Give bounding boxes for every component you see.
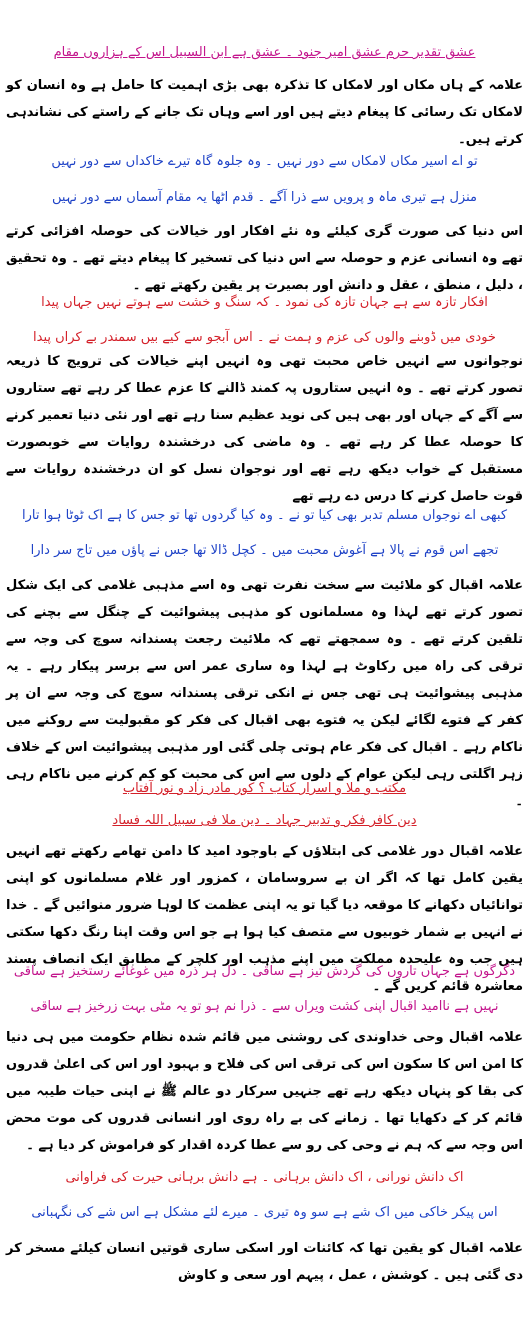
paragraph: اس دنیا کی صورت گری کیلئے وہ نئے افکار اور خیالات کی حوصلہ افزائی کرتے تھے وہ انسانی عزم و حوصلہ سے اس دنیا کی تسخیر کا پیغام دیتے تھے ۔ وہ تحقیق ، دلیل ، منطق ، عقل و دانش اور بصیرت پر یقین رکھتے تھے ۔ xyxy=(6,224,523,293)
verse-couplet: مکتب و ملا و اسرار کتاب ؟ کور مادر زاد و نور آفتاب xyxy=(122,781,407,796)
verse-couplet: نہیں ہے ناامید اقبال اپنی کشت ویراں سے ۔ ذرا نم ہو تو یہ مٹی بہت زرخیز ہے ساقی xyxy=(30,999,499,1014)
verse-couplet: اک دانش نورانی ، اک دانش برہانی ۔ ہے دانش برہانی حیرت کی فراوانی xyxy=(65,1170,464,1185)
verse-couplet: دگرگوں ہے جہاں تاروں کی گردش تیز ہے ساقی ۔ دل ہر ذرہ میں غوغائے رستخیز ہے ساقی xyxy=(13,964,516,979)
verse-couplet: تو اے اسیر مکاں لامکاں سے دور نہیں ۔ وہ جلوہ گاہ تیرے خاکداں سے دور نہیں xyxy=(51,154,478,169)
verse-couplet: تجھے اس قوم نے پالا ہے آغوش محبت میں ۔ کچل ڈالا تھا جس نے پاؤں میں تاج سر دارا xyxy=(30,543,499,558)
verse-couplet: کبھی اے نوجواں مسلم تدبر بھی کیا تو نے ۔ وہ کیا گردوں تھا تو جس کا ہے اک ٹوٹا ہوا تارا xyxy=(21,508,508,523)
paragraph: علامہ اقبال وحی خداوندی کی روشنی میں قائم شدہ نظام حکومت میں ہی دنیا کا امن اس کا سکون اس کی ترقی اس کی فلاح و بہبود اور اس کی اعلیٰ قدروں کی بقا کو پنہاں دیکھ رہے تھے جنہیں سرکار دو عالم ﷺ نے اپنی حیات طیبہ میں قائم کر کے دکھایا تھا ۔ زمانے کی بے راہ روی اور انسانی قدروں کی موت محض اس وجہ سے کہ ہم نے وحی کی رو سے عطا کردہ اقدار کو فراموش کر دیا ہے ۔ xyxy=(6,1030,523,1153)
verse-couplet: خودی میں ڈوبنے والوں کی عزم و ہمت نے ۔ اس آبجو سے کیے بیں سمندر بے کراں پیدا xyxy=(33,330,496,345)
verse-couplet: اس پیکر خاکی میں اک شے ہے سو وہ تیری ۔ میرے لئے مشکل ہے اس شے کی نگہبانی xyxy=(31,1205,498,1220)
verse-couplet: منزل ہے تیری ماہ و پرویں سے ذرا آگے ۔ قدم اٹھا یہ مقام آسماں سے دور نہیں xyxy=(52,190,477,205)
verse-couplet: عشق تقدیر حرم عشق امیر جنود ۔ عشق ہے ابن السبیل اس کے ہزاروں مقام xyxy=(53,45,476,60)
verse-couplet: افکار تازہ سے ہے جہان تازہ کی نمود ۔ کہ سنگ و خشت سے ہوتے نہیں جہاں پیدا xyxy=(41,295,488,310)
paragraph: نوجوانوں سے انہیں خاص محبت تھی وہ انہیں اپنے خیالات کی ترویج کا ذریعہ تصور کرتے تھے ۔ وہ انہیں ستاروں پہ کمند ڈالنے کا عزم عطا کر رہے تھے ستاروں سے آگے کے جہاں اور بھی ہیں کی نوید عظیم سنا رہے تھے اور نئی دنیا تعمیر کرنے کا حوصلہ عطا کر رہے تھے ۔ وہ ماضی کی درخشندہ روایات سے خوبصورت مستقبل کے خواب دیکھ رہے تھے اور نوجوان نسل کو ان درخشندہ روایات سے قوت حاصل کرنے کا درس دے رہے تھے xyxy=(6,354,523,504)
paragraph: علامہ اقبال کو یقین تھا کہ کائنات اور اسکی ساری قوتیں انسان کیلئے مسخر کر دی گئی ہیں ۔ کوشش ، عمل ، پیہم اور سعی و کاوش xyxy=(6,1241,523,1283)
paragraph: علامہ اقبال دور غلامی کی ابتلاؤں کے باوجود امید کا دامن تھامے رکھتے تھے انہیں یقین کامل تھا کہ اگر ان بے سروسامان ، کمزور اور غلام مسلمانوں کو اپنی توانائیاں دکھانے کا موقعہ دیا گیا تو یہ اپنی عظمت کا لوہا ضرور منوائیں گے ۔ خدا نے انہیں بے شمار خوبیوں سے متصف کیا ہوا ہے جو اس وقت اپنا رنگ دکھا سکتی ہیں جب وہ علیحدہ مملکت میں اپنے مذہب اور کلچر کے مطابق ایک انصاف پسند معاشرہ قائم کریں گے ۔ xyxy=(6,844,523,994)
verse-couplet: دین کافر فکر و تدبیر جہاد ۔ دین ملا فی سبیل اللہ فساد xyxy=(112,813,417,828)
paragraph: علامہ کے ہاں مکاں اور لامکاں کا تذکرہ بھی بڑی اہمیت کا حامل ہے وہ انسان کو لامکاں تک رسائی کا پیغام دیتے ہیں اور اسے وہاں تک جانے کے راستے کی نشاندہی کرتے ہیں۔ xyxy=(6,78,523,147)
paragraph: علامہ اقبال کو ملائیت سے سخت نفرت تھی وہ اسے مذہبی غلامی کی ایک شکل تصور کرتے تھے لہذا وہ مسلمانوں کو مذہبی پیشوائیت کے چنگل سے بچنے کی تلقین کرتے تھے ۔ وہ سمجھتے تھے کہ ملائیت رجعت پسندانہ سوچ کی وجہ سے ترقی کی راہ میں رکاوٹ ہے لہذا وہ ساری عمر اس سے برسر پیکار رہے ۔ یہ مذہبی پیشوائیت ہی تھی جس نے انکی ترقی پسندانہ سوچ کی وجہ سے ان پر کفر کے فتوے لگائے لیکن یہ فتوے بھی اقبال کی فکر کو مقبولیت سے روکنے میں ناکام رہے ۔ اقبال کی فکر عام ہوتی چلی گئی اور مذہبی پیشوائیت اس کے خلاف زہر اگلتی رہی لیکن عوام کے دلوں سے اس کی محبت کو کم کرنے میں ناکام رہی ۔ xyxy=(6,578,523,809)
